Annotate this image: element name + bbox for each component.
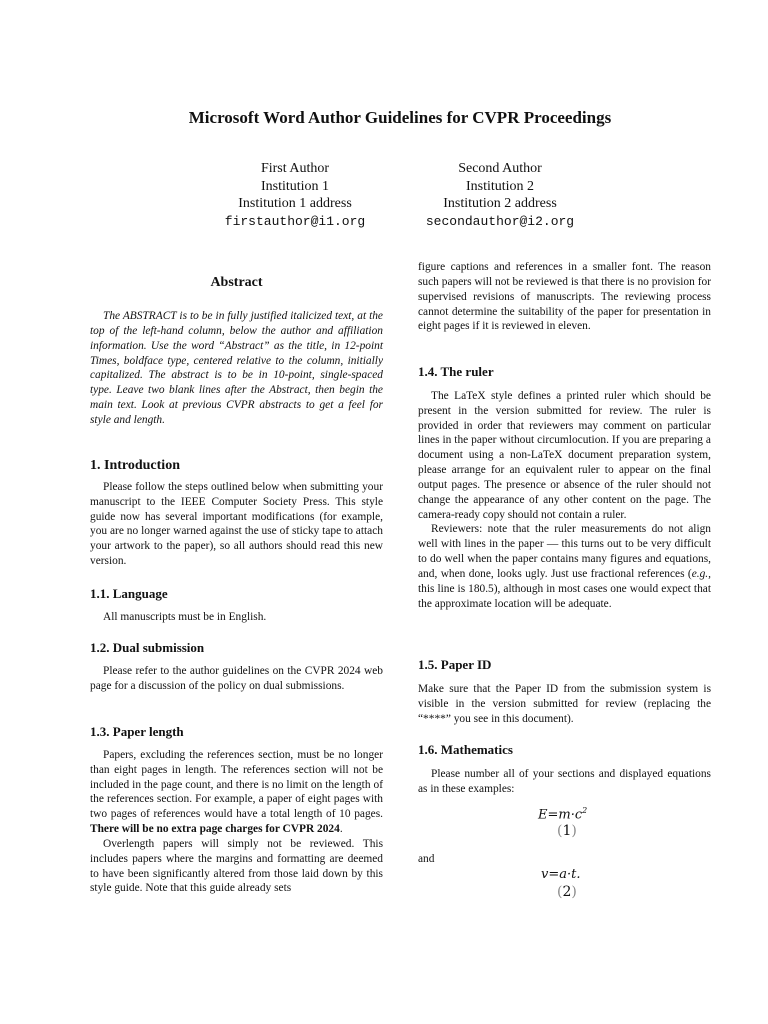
- equation-number-1: (1): [557, 823, 577, 839]
- equation-number-2: (2): [557, 884, 577, 900]
- paragraph: Please number all of your sections and displayed equations as in these examples:: [418, 767, 711, 795]
- author-name: Second Author: [458, 161, 542, 176]
- subsection-heading: 1.6. Mathematics: [418, 742, 513, 757]
- author-institution: Institution 1: [260, 178, 330, 194]
- exponent: 2: [582, 806, 588, 815]
- bold-text: There will be no extra page charges for CVPR 2024: [90, 823, 340, 836]
- equation-1: [538, 806, 587, 822]
- abstract-heading: Abstract: [210, 275, 263, 290]
- text-run: Reviewers: note that the ruler measurements do not align well with lines in the paper — this turns out to be very difficult to do well when the paper contains many figures and equations, and, when done, looks ugly. Just use fractional references (: [418, 523, 711, 580]
- paragraph: Please follow the steps outlined below when submitting your manuscript to the IEEE Computer Society Press. This style guide now has several important modifications (for example, you are no longer warned against the use of sticky tape to attach your artwork to the paper), so all authors should read this new version.: [90, 480, 383, 568]
- abstract-block: [90, 309, 383, 428]
- section-ruler: [418, 365, 711, 612]
- paragraph: figure captions and references in a smaller font. The reason such papers will not be reviewed is that there is no provision for supervised revisions of manuscripts. The reviewing process cannot determine the suitability of the paper for presentation in eight pages if it is reviewed in eleven.: [418, 261, 711, 333]
- equation-number: 1: [562, 823, 572, 839]
- subsection-heading: 1.1. Language: [90, 586, 168, 601]
- text-run: .: [339, 823, 343, 836]
- section-language: [90, 587, 383, 625]
- author-address: Institution 2 address: [443, 196, 557, 211]
- subsection-heading: 1.2. Dual submission: [90, 640, 205, 655]
- section-paper-length: [90, 725, 383, 896]
- paper-title: Microsoft Word Author Guidelines for CVPR Proceedings: [188, 108, 612, 127]
- text-run: this line is 180.5), although in most cases one would expect that the approximate location will be adequate.: [418, 582, 711, 610]
- paragraph: Overlength papers will simply not be reviewed. This includes papers where the margins and formatting are deemed to have been significantly altered from those laid down by this style guide. Note that this guide already sets: [90, 837, 383, 895]
- text-run: Papers, excluding the references section, must be no longer than eight pages in length. The references section will not be included in the page count, and there is no limit on the length of the references section. For example, a paper of eight pages with two pages of references would have a total length of 10 pages.: [90, 748, 383, 821]
- author-block-1: [175, 160, 415, 230]
- paragraph: Make sure that the Paper ID from the submission system is visible in the version submitted for review (replacing the “****” you see in this document).: [418, 682, 711, 725]
- section-introduction: [90, 459, 383, 569]
- equation-text: E=m·c: [538, 807, 583, 823]
- subsection-heading: 1.4. The ruler: [418, 364, 494, 379]
- section-mathematics: [418, 743, 711, 797]
- paragraph: The LaTeX style defines a printed ruler which should be present in the version submitted for review. The ruler is provided in order that reviewers may comment on particular lines in the paper without circumlocution. If you are preparing a document using a non-LaTeX document preparation system, please arrange for an equivalent ruler to appear on the final output pages. The presence or absence of the ruler should not change the appearance of any other content on the page. The camera-ready copy should not contain a ruler.: [418, 389, 711, 521]
- author-address: Institution 1 address: [238, 196, 352, 211]
- abstract-text: The ABSTRACT is to be in fully justified italicized text, at the top of the left-hand column, below the author and affiliation information. Use the word “Abstract” as the title, in 12-point Times, boldface type, centered relative to the column, initially capitalized. The abstract is to be in 10-point, single-spaced type. Leave two blank lines after the Abstract, then begin the main text. Look at previous CVPR abstracts to get a feel for style and length.: [90, 310, 383, 426]
- author-block-2: [380, 160, 620, 230]
- section-heading: 1. Introduction: [90, 458, 180, 473]
- subsection-heading: 1.3. Paper length: [90, 724, 184, 739]
- paragraph: [418, 522, 711, 611]
- paragraph: [90, 748, 383, 837]
- and-text-block: [418, 852, 711, 867]
- section-paper-id: [418, 658, 711, 726]
- equation-2: v=a·t.: [541, 867, 581, 882]
- author-email: firstauthor@i1.org: [224, 213, 366, 229]
- author-institution: Institution 2: [465, 178, 535, 194]
- italic-text: e.g.,: [691, 567, 711, 580]
- paragraph: All manuscripts must be in English.: [103, 610, 267, 623]
- author-email: secondauthor@i2.org: [425, 213, 575, 229]
- paper-length-continued: [418, 260, 711, 334]
- paragraph: Please refer to the author guidelines on the CVPR 2024 web page for a discussion of the policy on dual submissions.: [90, 664, 383, 692]
- subsection-heading: 1.5. Paper ID: [418, 657, 492, 672]
- section-dual-submission: [90, 641, 383, 694]
- author-name: First Author: [260, 161, 330, 176]
- paragraph: and: [418, 853, 435, 865]
- equation-number: 2: [562, 884, 572, 900]
